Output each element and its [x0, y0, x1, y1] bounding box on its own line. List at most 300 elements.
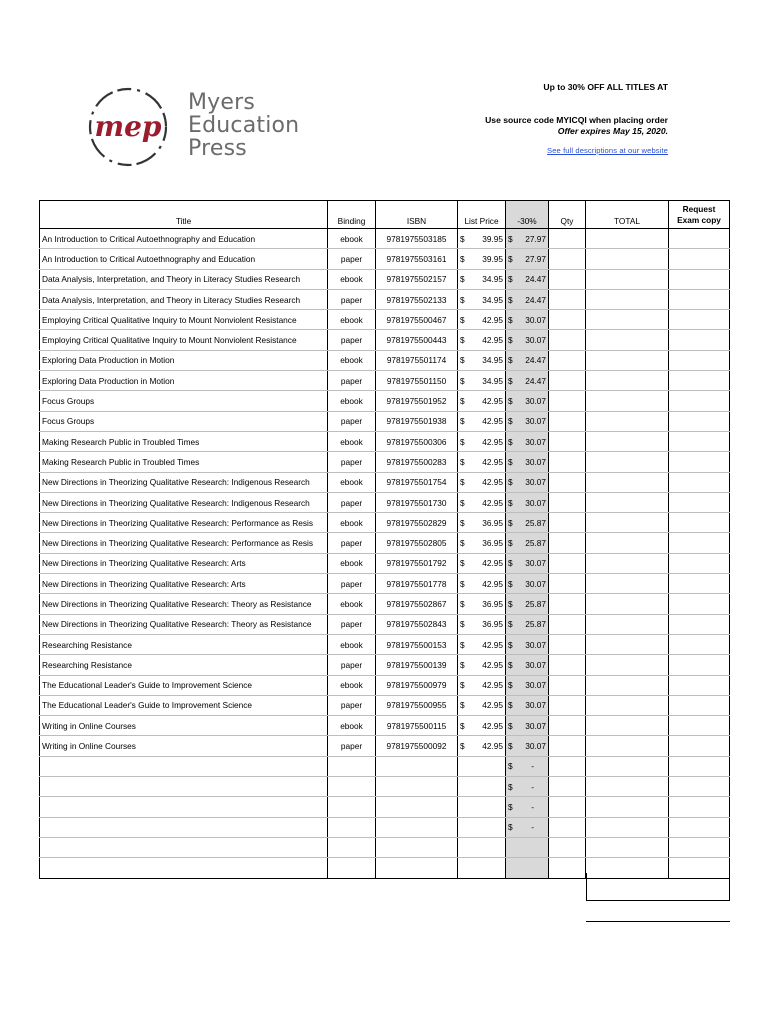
blank-title-cell[interactable] [40, 756, 328, 776]
list-price-amount: 36.95 [482, 538, 503, 549]
qty-input[interactable] [549, 675, 586, 695]
isbn-cell: 9781975500283 [376, 452, 458, 472]
discount-amount: 30.07 [525, 659, 546, 670]
qty-input[interactable] [549, 574, 586, 594]
currency-symbol: $ [508, 396, 513, 407]
exam-copy-request-cell[interactable] [669, 594, 730, 614]
blank-qty-cell[interactable] [549, 837, 586, 857]
book-title: Exploring Data Production in Motion [40, 350, 328, 370]
qty-input[interactable] [549, 411, 586, 431]
exam-copy-request-cell[interactable] [669, 452, 730, 472]
blank-discount-cell [506, 858, 549, 878]
blank-binding-cell[interactable] [328, 817, 376, 837]
total-cell[interactable] [586, 330, 669, 350]
list-price-cell [458, 371, 506, 391]
isbn-cell: 9781975501792 [376, 553, 458, 573]
binding-cell: paper [328, 574, 376, 594]
qty-input[interactable] [549, 533, 586, 553]
blank-discount-value [508, 761, 546, 771]
discount-price-cell [506, 695, 549, 715]
table-row-blank [40, 756, 730, 776]
exam-copy-request-cell[interactable] [669, 472, 730, 492]
list-price-value [460, 416, 503, 426]
discount-price-value [508, 741, 546, 751]
exam-copy-request-cell[interactable] [669, 350, 730, 370]
discount-price-cell [506, 675, 549, 695]
exam-copy-request-cell[interactable] [669, 492, 730, 512]
currency-symbol: $ [508, 781, 513, 792]
currency-symbol: $ [460, 497, 465, 508]
blank-request-cell[interactable] [669, 797, 730, 817]
list-price-value [460, 335, 503, 345]
discount-price-value [508, 640, 546, 650]
header-request-exam-copy: Request Exam copy [669, 201, 730, 229]
mep-monogram-icon [80, 82, 190, 174]
exam-copy-request-cell[interactable] [669, 614, 730, 634]
discount-price-cell [506, 249, 549, 269]
website-link[interactable]: See full descriptions at our website [547, 146, 668, 155]
exam-copy-request-cell[interactable] [669, 695, 730, 715]
currency-symbol: $ [508, 274, 513, 285]
table-row [40, 350, 730, 370]
discount-amount: 25.87 [525, 619, 546, 630]
qty-input[interactable] [549, 472, 586, 492]
blank-title-cell[interactable] [40, 837, 328, 857]
currency-symbol: $ [460, 741, 465, 752]
book-title: New Directions in Theorizing Qualitative Research: Performance as Resis [40, 533, 328, 553]
blank-qty-cell[interactable] [549, 797, 586, 817]
blank-binding-cell[interactable] [328, 837, 376, 857]
currency-symbol: $ [508, 598, 513, 609]
total-cell[interactable] [586, 472, 669, 492]
table-row [40, 553, 730, 573]
binding-cell: paper [328, 452, 376, 472]
qty-input[interactable] [549, 695, 586, 715]
total-cell[interactable] [586, 736, 669, 756]
blank-price-cell[interactable] [458, 837, 506, 857]
currency-symbol: $ [508, 761, 513, 772]
discount-price-value [508, 660, 546, 670]
exam-copy-request-cell[interactable] [669, 310, 730, 330]
table-row [40, 574, 730, 594]
book-title: Data Analysis, Interpretation, and Theory in Literacy Studies Research [40, 289, 328, 309]
qty-input[interactable] [549, 492, 586, 512]
binding-cell: paper [328, 249, 376, 269]
blank-total-cell[interactable] [586, 777, 669, 797]
qty-input[interactable] [549, 391, 586, 411]
discount-price-value [508, 457, 546, 467]
book-title: Making Research Public in Troubled Times [40, 452, 328, 472]
header-discount: -30% [506, 201, 549, 229]
total-cell[interactable] [586, 716, 669, 736]
exam-copy-request-cell[interactable] [669, 229, 730, 249]
total-cell[interactable] [586, 614, 669, 634]
qty-input[interactable] [549, 330, 586, 350]
qty-input[interactable] [549, 614, 586, 634]
currency-symbol: $ [460, 538, 465, 549]
qty-input[interactable] [549, 431, 586, 451]
exam-copy-request-cell[interactable] [669, 634, 730, 654]
discount-price-value [508, 477, 546, 487]
discount-amount: 30.07 [525, 497, 546, 508]
discount-amount: 30.07 [525, 416, 546, 427]
blank-price-cell[interactable] [458, 858, 506, 878]
currency-symbol: $ [508, 253, 513, 264]
exam-copy-request-cell[interactable] [669, 431, 730, 451]
blank-isbn-cell[interactable] [376, 777, 458, 797]
blank-request-cell[interactable] [669, 777, 730, 797]
currency-symbol: $ [508, 375, 513, 386]
blank-qty-cell[interactable] [549, 756, 586, 776]
blank-title-cell[interactable] [40, 858, 328, 878]
blank-title-cell[interactable] [40, 797, 328, 817]
promo-headline: Up to 30% OFF ALL TITLES AT [543, 82, 668, 92]
blank-discount-value [508, 782, 546, 792]
discount-price-value [508, 619, 546, 629]
list-price-cell [458, 492, 506, 512]
total-cell[interactable] [586, 310, 669, 330]
exam-copy-request-cell[interactable] [669, 675, 730, 695]
total-cell[interactable] [586, 533, 669, 553]
blank-request-cell[interactable] [669, 756, 730, 776]
blank-request-cell[interactable] [669, 817, 730, 837]
binding-cell: paper [328, 492, 376, 512]
table-row-blank [40, 797, 730, 817]
blank-isbn-cell[interactable] [376, 756, 458, 776]
currency-symbol: $ [460, 274, 465, 285]
qty-input[interactable] [549, 289, 586, 309]
isbn-cell: 9781975500115 [376, 716, 458, 736]
binding-cell: ebook [328, 391, 376, 411]
exam-copy-request-cell[interactable] [669, 533, 730, 553]
list-price-value [460, 538, 503, 548]
isbn-cell: 9781975500306 [376, 431, 458, 451]
discount-price-value [508, 700, 546, 710]
binding-cell: ebook [328, 716, 376, 736]
discount-price-value [508, 234, 546, 244]
list-price-value [460, 254, 503, 264]
discount-price-cell [506, 513, 549, 533]
list-price-amount: 34.95 [482, 274, 503, 285]
discount-price-cell [506, 634, 549, 654]
book-title: The Educational Leader's Guide to Improvement Science [40, 695, 328, 715]
discount-amount: 24.47 [525, 355, 546, 366]
isbn-cell: 9781975501754 [376, 472, 458, 492]
blank-isbn-cell[interactable] [376, 837, 458, 857]
currency-symbol: $ [460, 294, 465, 305]
total-cell[interactable] [586, 431, 669, 451]
discount-price-cell [506, 411, 549, 431]
book-title: Data Analysis, Interpretation, and Theory in Literacy Studies Research [40, 269, 328, 289]
promo-expiry: Offer expires May 15, 2020. [557, 126, 668, 136]
list-price-value [460, 518, 503, 528]
discount-price-value [508, 680, 546, 690]
binding-cell: ebook [328, 269, 376, 289]
list-price-cell [458, 330, 506, 350]
table-row [40, 289, 730, 309]
list-price-cell [458, 289, 506, 309]
currency-symbol: $ [508, 497, 513, 508]
blank-isbn-cell[interactable] [376, 858, 458, 878]
discount-price-cell [506, 452, 549, 472]
list-price-cell [458, 716, 506, 736]
exam-copy-request-cell[interactable] [669, 391, 730, 411]
blank-total-cell[interactable] [586, 756, 669, 776]
blank-title-cell[interactable] [40, 777, 328, 797]
currency-symbol: $ [508, 801, 513, 812]
book-title: Making Research Public in Troubled Times [40, 431, 328, 451]
total-cell[interactable] [586, 655, 669, 675]
discount-amount: 27.97 [525, 233, 546, 244]
currency-symbol: $ [508, 233, 513, 244]
header-total: TOTAL [586, 201, 669, 229]
exam-copy-request-cell[interactable] [669, 716, 730, 736]
total-cell[interactable] [586, 229, 669, 249]
currency-symbol: $ [508, 822, 513, 833]
discount-price-value [508, 376, 546, 386]
discount-price-cell [506, 614, 549, 634]
list-price-cell [458, 310, 506, 330]
list-price-cell [458, 472, 506, 492]
table-row-blank [40, 777, 730, 797]
total-cell[interactable] [586, 594, 669, 614]
exam-copy-request-cell[interactable] [669, 289, 730, 309]
currency-symbol: $ [460, 456, 465, 467]
total-cell[interactable] [586, 391, 669, 411]
isbn-cell: 9781975500139 [376, 655, 458, 675]
blank-discount-value [508, 822, 546, 832]
currency-symbol: $ [508, 659, 513, 670]
blank-discount-dash: - [531, 761, 534, 772]
blank-total-cell[interactable] [586, 837, 669, 857]
blank-qty-cell[interactable] [549, 817, 586, 837]
blank-price-cell[interactable] [458, 756, 506, 776]
list-price-value [460, 700, 503, 710]
table-row [40, 675, 730, 695]
exam-copy-request-cell[interactable] [669, 736, 730, 756]
discount-amount: 27.97 [525, 253, 546, 264]
table-row [40, 594, 730, 614]
qty-input[interactable] [549, 350, 586, 370]
total-cell[interactable] [586, 350, 669, 370]
qty-input[interactable] [549, 553, 586, 573]
binding-cell: ebook [328, 472, 376, 492]
discount-price-cell [506, 310, 549, 330]
binding-cell: paper [328, 695, 376, 715]
currency-symbol: $ [460, 375, 465, 386]
list-price-amount: 42.95 [482, 416, 503, 427]
book-title: New Directions in Theorizing Qualitative Research: Arts [40, 574, 328, 594]
blank-price-cell[interactable] [458, 817, 506, 837]
qty-input[interactable] [549, 229, 586, 249]
blank-discount-cell [506, 797, 549, 817]
currency-symbol: $ [508, 436, 513, 447]
qty-input[interactable] [549, 371, 586, 391]
blank-binding-cell[interactable] [328, 797, 376, 817]
header-title: Title [40, 201, 328, 229]
list-price-amount: 36.95 [482, 619, 503, 630]
blank-isbn-cell[interactable] [376, 817, 458, 837]
list-price-value [460, 295, 503, 305]
total-cell[interactable] [586, 411, 669, 431]
currency-symbol: $ [460, 578, 465, 589]
list-price-value [460, 619, 503, 629]
list-price-cell [458, 553, 506, 573]
total-cell[interactable] [586, 695, 669, 715]
list-price-cell [458, 574, 506, 594]
discount-amount: 25.87 [525, 538, 546, 549]
total-cell[interactable] [586, 249, 669, 269]
currency-symbol: $ [460, 253, 465, 264]
qty-input[interactable] [549, 249, 586, 269]
book-title: Researching Resistance [40, 634, 328, 654]
logo-wordmark [188, 91, 299, 160]
table-row [40, 716, 730, 736]
exam-copy-request-cell[interactable] [669, 553, 730, 573]
promo-source-code: Use source code MYICQI when placing order [485, 115, 668, 125]
binding-cell: paper [328, 533, 376, 553]
blank-discount-cell [506, 777, 549, 797]
blank-total-cell[interactable] [586, 817, 669, 837]
list-price-amount: 42.95 [482, 335, 503, 346]
list-price-cell [458, 391, 506, 411]
total-cell[interactable] [586, 289, 669, 309]
list-price-amount: 42.95 [482, 720, 503, 731]
blank-isbn-cell[interactable] [376, 797, 458, 817]
exam-copy-request-cell[interactable] [669, 330, 730, 350]
list-price-cell [458, 350, 506, 370]
discount-amount: 30.07 [525, 436, 546, 447]
exam-copy-request-cell[interactable] [669, 371, 730, 391]
discount-amount: 30.07 [525, 578, 546, 589]
currency-symbol: $ [460, 639, 465, 650]
table-row [40, 472, 730, 492]
isbn-cell: 9781975501150 [376, 371, 458, 391]
isbn-cell: 9781975501952 [376, 391, 458, 411]
list-price-cell [458, 614, 506, 634]
qty-input[interactable] [549, 716, 586, 736]
blank-binding-cell[interactable] [328, 756, 376, 776]
qty-input[interactable] [549, 594, 586, 614]
exam-copy-request-cell[interactable] [669, 574, 730, 594]
total-cell[interactable] [586, 269, 669, 289]
exam-copy-request-cell[interactable] [669, 411, 730, 431]
qty-input[interactable] [549, 655, 586, 675]
discount-price-cell [506, 229, 549, 249]
total-cell[interactable] [586, 675, 669, 695]
binding-cell: ebook [328, 229, 376, 249]
binding-cell: paper [328, 614, 376, 634]
discount-price-value [508, 254, 546, 264]
discount-price-value [508, 437, 546, 447]
currency-symbol: $ [508, 720, 513, 731]
discount-price-value [508, 558, 546, 568]
discount-price-cell [506, 431, 549, 451]
isbn-cell: 9781975502133 [376, 289, 458, 309]
blank-binding-cell[interactable] [328, 777, 376, 797]
blank-binding-cell[interactable] [328, 858, 376, 878]
book-title: Exploring Data Production in Motion [40, 371, 328, 391]
book-title: New Directions in Theorizing Qualitative Research: Indigenous Research [40, 472, 328, 492]
total-cell[interactable] [586, 371, 669, 391]
book-title: Focus Groups [40, 411, 328, 431]
currency-symbol: $ [460, 517, 465, 528]
blank-price-cell[interactable] [458, 777, 506, 797]
total-cell[interactable] [586, 513, 669, 533]
currency-symbol: $ [508, 741, 513, 752]
isbn-cell: 9781975503185 [376, 229, 458, 249]
list-price-cell [458, 634, 506, 654]
qty-input[interactable] [549, 269, 586, 289]
table-row [40, 695, 730, 715]
qty-input[interactable] [549, 513, 586, 533]
currency-symbol: $ [508, 456, 513, 467]
blank-total-cell[interactable] [586, 797, 669, 817]
list-price-cell [458, 269, 506, 289]
currency-symbol: $ [508, 538, 513, 549]
exam-copy-request-cell[interactable] [669, 269, 730, 289]
qty-input[interactable] [549, 310, 586, 330]
header-isbn: ISBN [376, 201, 458, 229]
list-price-value [460, 721, 503, 731]
blank-price-cell[interactable] [458, 797, 506, 817]
list-price-amount: 36.95 [482, 517, 503, 528]
discount-amount: 30.07 [525, 558, 546, 569]
discount-price-value [508, 518, 546, 528]
total-cell[interactable] [586, 553, 669, 573]
qty-input[interactable] [549, 634, 586, 654]
blank-qty-cell[interactable] [549, 777, 586, 797]
discount-price-cell [506, 289, 549, 309]
list-price-value [460, 558, 503, 568]
blank-qty-cell[interactable] [549, 858, 586, 878]
list-price-value [460, 457, 503, 467]
currency-symbol: $ [508, 680, 513, 691]
discount-price-value [508, 416, 546, 426]
blank-title-cell[interactable] [40, 817, 328, 837]
total-cell[interactable] [586, 492, 669, 512]
book-title: New Directions in Theorizing Qualitative Research: Theory as Resistance [40, 594, 328, 614]
isbn-cell: 9781975501730 [376, 492, 458, 512]
isbn-cell: 9781975503161 [376, 249, 458, 269]
list-price-amount: 42.95 [482, 700, 503, 711]
exam-copy-request-cell[interactable] [669, 655, 730, 675]
total-cell[interactable] [586, 574, 669, 594]
list-price-amount: 42.95 [482, 659, 503, 670]
currency-symbol: $ [460, 659, 465, 670]
list-price-amount: 34.95 [482, 355, 503, 366]
grand-total-box[interactable] [586, 873, 730, 901]
binding-cell: ebook [328, 594, 376, 614]
blank-request-cell[interactable] [669, 837, 730, 857]
qty-input[interactable] [549, 736, 586, 756]
discount-price-value [508, 274, 546, 284]
discount-amount: 30.07 [525, 477, 546, 488]
total-cell[interactable] [586, 452, 669, 472]
qty-input[interactable] [549, 452, 586, 472]
list-price-amount: 34.95 [482, 294, 503, 305]
total-cell[interactable] [586, 634, 669, 654]
discount-price-value [508, 295, 546, 305]
exam-copy-request-cell[interactable] [669, 513, 730, 533]
list-price-cell [458, 533, 506, 553]
binding-cell: paper [328, 371, 376, 391]
blank-discount-cell [506, 837, 549, 857]
discount-amount: 30.07 [525, 720, 546, 731]
currency-symbol: $ [508, 578, 513, 589]
isbn-cell: 9781975501938 [376, 411, 458, 431]
exam-copy-request-cell[interactable] [669, 249, 730, 269]
